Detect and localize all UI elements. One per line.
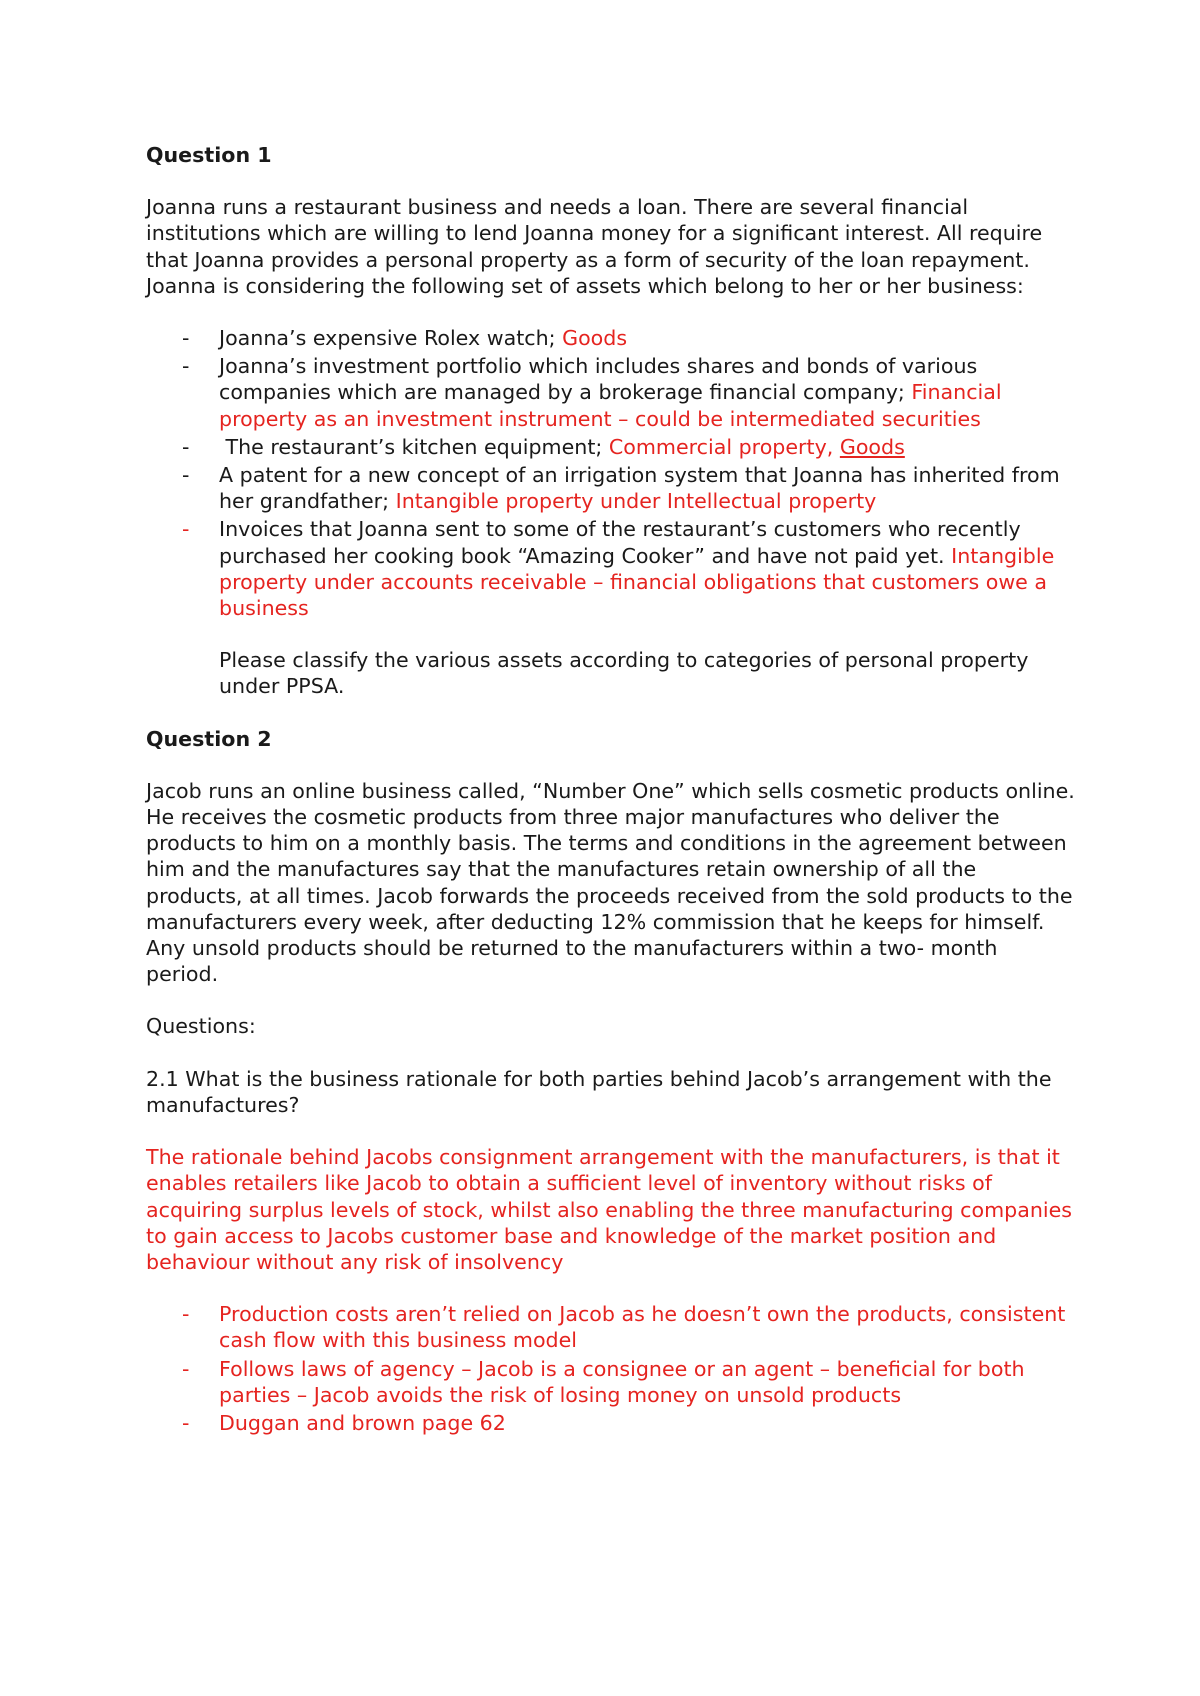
dash-marker: - bbox=[182, 1302, 190, 1327]
asset-answer: Commercial property, bbox=[608, 434, 840, 459]
answer-point-text: Production costs aren’t relied on Jacob as he doesn’t own the products, consistent cash flow with this business model bbox=[219, 1302, 1066, 1353]
list-item bbox=[146, 462, 1076, 514]
answer-point-text: Duggan and brown page 62 bbox=[219, 1410, 506, 1435]
list-item bbox=[146, 325, 1076, 351]
document-page bbox=[146, 142, 1076, 1462]
dash-marker: - bbox=[182, 326, 190, 351]
asset-text: Invoices that Joanna sent to some of the restaurant’s customers who recently purchased her cooking book “Amazing Cooker” and have not paid yet. bbox=[219, 517, 1021, 568]
question-1-heading: Question 1 bbox=[146, 143, 272, 167]
dash-marker: - bbox=[182, 1356, 190, 1381]
asset-answer: Financial property as an investment instrument – could be intermediated securities bbox=[219, 380, 1002, 431]
answer-points-list bbox=[146, 1301, 1076, 1436]
list-item bbox=[146, 516, 1076, 621]
question-2-heading: Question 2 bbox=[146, 726, 272, 751]
question-2-1-answer: The rationale behind Jacobs consignment arrangement with the manufacturers, is that it enables retailers like Jacob to obtain a sufficient level of inventory without risks of acquiring surplus levels of stock, whilst also enabling the three manufacturing companies to gain access to Jacobs customer base and knowledge of the market position and behaviour without any risk of insolvency bbox=[146, 1145, 1073, 1274]
asset-answer: Intangible property under accounts receivable – financial obligations that customers owe a business bbox=[219, 543, 1055, 621]
asset-text: The restaurant’s kitchen equipment; bbox=[219, 434, 609, 459]
list-item bbox=[146, 1356, 1076, 1408]
asset-list bbox=[146, 325, 1076, 621]
answer-point-text: Follows laws of agency – Jacob is a consignee or an agent – beneficial for both parties – Jacob avoids the risk of losing money on unsold products bbox=[219, 1356, 1025, 1407]
question-2-intro: Jacob runs an online business called, “Number One” which sells cosmetic products online. He receives the cosmetic products from three major manufactures who deliver the products to him on a monthly basis. The terms and conditions in the agreement between him and the manufactures say that the manufactures retain ownership of all the products, at all times. Jacob forwards the proceeds received from the sold products to the manufacturers every week, after deducting 12% commission that he keeps for himself. Any unsold products should be returned to the manufacturers within a two- month period. bbox=[146, 778, 1075, 987]
list-item bbox=[146, 434, 1076, 460]
list-item bbox=[146, 353, 1076, 432]
question-1-intro: Joanna runs a restaurant business and needs a loan. There are several financial institutions which are willing to lend Joanna money for a significant interest. All require that Joanna provides a personal property as a form of security of the loan repayment. Joanna is considering the following set of assets which belong to her or her business: bbox=[146, 195, 1043, 298]
list-item bbox=[146, 1410, 1076, 1436]
dash-marker: - bbox=[182, 354, 190, 379]
questions-label: Questions: bbox=[146, 1014, 256, 1039]
asset-text: Joanna’s investment portfolio which includes shares and bonds of various companies which are managed by a brokerage financial company; bbox=[219, 354, 978, 405]
asset-text: A patent for a new concept of an irrigation system that Joanna has inherited from her grandfather; bbox=[219, 463, 1060, 514]
asset-answer-underlined: Goods bbox=[839, 434, 905, 459]
dash-marker: - bbox=[182, 1410, 190, 1435]
list-item bbox=[146, 1301, 1076, 1353]
question-2-1: 2.1 What is the business rationale for both parties behind Jacob’s arrangement with the manufactures? bbox=[146, 1066, 1052, 1117]
question-1-instruction: Please classify the various assets according to categories of personal property under PPSA. bbox=[219, 648, 1029, 699]
asset-answer: Goods bbox=[562, 326, 628, 351]
dash-marker: - bbox=[182, 517, 190, 542]
asset-text: Joanna’s expensive Rolex watch; bbox=[219, 326, 563, 351]
asset-answer: Intangible property under Intellectual property bbox=[395, 489, 877, 514]
dash-marker: - bbox=[182, 434, 190, 459]
dash-marker: - bbox=[182, 463, 190, 488]
